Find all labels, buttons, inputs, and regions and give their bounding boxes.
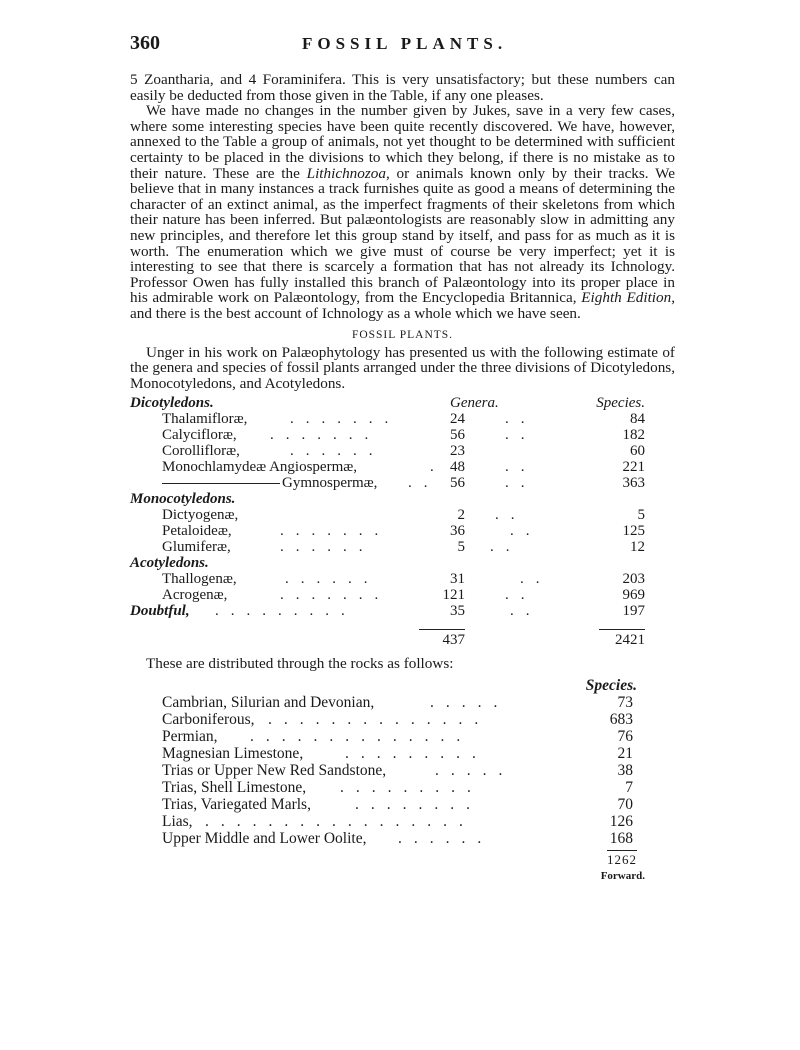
distribution-total-row (130, 850, 675, 870)
distribution-intro: These are distributed through the rocks as follows: (146, 655, 454, 673)
genera-value: 23 (450, 443, 465, 460)
leader-dots: ....... (270, 427, 381, 444)
row-label: Thallogenæ, (162, 571, 237, 588)
table-row (130, 507, 675, 523)
row-label: Carboniferous, (162, 711, 255, 729)
species-value: 683 (609, 711, 633, 729)
table-total-row (130, 629, 675, 649)
table-row (130, 443, 675, 459)
acotyledons-heading: Acotyledons. (130, 555, 209, 572)
row-label: Calycifloræ, (162, 427, 237, 444)
species-column-heading: Species. (585, 677, 637, 695)
table-row (130, 603, 675, 619)
distribution-total: 1262 (607, 852, 637, 868)
genera-value: 121 (442, 587, 465, 604)
leader-dots: ....... (280, 523, 391, 540)
leader-dots: .. (495, 507, 527, 524)
leader-dots: ...... (290, 443, 385, 460)
monocotyledons-heading: Monocotyledons. (130, 491, 236, 508)
table-row (130, 694, 675, 711)
row-label: Permian, (162, 728, 218, 746)
leader-dots: ................. (205, 813, 475, 831)
paragraph-2-part-b: , or animals known only by their tracks. We believe that in many instances a track furnishes quite as good a means of determining the character of an extinct animal, as the imperfect fragments of their skeletons from which their nature has been inferred. But palæontologists are reasonably slow in admitting any new principles, and therefore let this group stand by itself, and pass for as much as it is worth. The enumeration which we give must of course be very imperfect; yet it is interesting to see that there is scarcely a formation that has not already its Ichnology. Professor Owen has fully installed this branch of Palæontology into its proper place in his admirable work on Palæontology, from the Encyclopedia Britannica, (130, 164, 675, 307)
row-label (162, 475, 377, 491)
table-row (130, 779, 675, 796)
dicotyledons-heading: Dicotyledons. (130, 395, 214, 412)
genera-column-heading: Genera. (450, 395, 499, 412)
running-title: FOSSIL PLANTS. (302, 34, 508, 53)
table-row (130, 571, 675, 587)
leader-dots: .. (520, 571, 552, 588)
species-column-heading: Species. (596, 395, 645, 412)
leader-dots: .. (505, 459, 537, 476)
page-number: 360 (130, 32, 160, 54)
genera-value: 2 (457, 507, 465, 524)
table-row (130, 427, 675, 443)
leader-dots: .. (408, 475, 440, 492)
genera-value: 56 (450, 427, 465, 444)
species-value: 70 (617, 796, 633, 814)
term-lithichnozoa: Lithichnozoa (306, 164, 386, 182)
leader-dots: .. (505, 587, 537, 604)
table-row (130, 475, 675, 491)
row-label: Monochlamydeæ Angiospermæ, (162, 459, 357, 476)
species-value: 76 (617, 728, 633, 746)
row-label: Magnesian Limestone, (162, 745, 304, 763)
page (130, 30, 675, 886)
row-label: Glumiferæ, (162, 539, 231, 556)
row-label: Upper Middle and Lower Oolite, (162, 830, 367, 848)
species-value: 21 (617, 745, 633, 763)
genera-value: 56 (450, 475, 465, 492)
species-value: 125 (622, 523, 645, 540)
species-value: 203 (622, 571, 645, 588)
leader-dots: ..... (435, 762, 515, 780)
table-row (130, 539, 675, 555)
leader-dots: ....... (280, 587, 391, 604)
genera-species-table (130, 395, 675, 649)
species-value: 969 (622, 587, 645, 604)
species-value: 197 (622, 603, 645, 620)
genera-value: 35 (450, 603, 465, 620)
genera-value: 5 (457, 539, 465, 556)
species-value: 84 (630, 411, 645, 428)
species-value: 73 (617, 694, 633, 712)
species-value: 60 (630, 443, 645, 460)
table-row (130, 711, 675, 728)
table-row (130, 728, 675, 745)
row-label: Trias or Upper New Red Sandstone, (162, 762, 387, 780)
row-label: Trias, Shell Limestone, (162, 779, 307, 797)
genera-value: 24 (450, 411, 465, 428)
page-header (130, 30, 675, 60)
leader-dots: .​.​.​.​.​.​. (290, 411, 401, 428)
table-group-row (130, 491, 675, 507)
species-value: 126 (609, 813, 633, 831)
row-label: Thalamifloræ, (162, 411, 248, 428)
ditto-rule (162, 483, 280, 484)
species-value: 38 (617, 762, 633, 780)
leader-dots: .............. (268, 711, 491, 729)
leader-dots: ...... (285, 571, 380, 588)
table-row (130, 459, 675, 475)
leader-dots: .. (505, 427, 537, 444)
genera-value: 31 (450, 571, 465, 588)
species-value: 5 (637, 507, 645, 524)
row-label: Corollifloræ, (162, 443, 240, 460)
section-title: FOSSIL PLANTS. (351, 328, 454, 341)
leader-dots: .. (510, 603, 542, 620)
table-row (130, 523, 675, 539)
leader-dots: ...... (398, 830, 494, 848)
leader-dots: .. (510, 523, 542, 540)
species-value: 182 (622, 427, 645, 444)
paragraph-1: 5 Zoantharia, and 4 Foraminifera. This is very unsatisfactory; but these numbers can easily be deducted from those given in the Table, if any one pleases. (130, 71, 675, 104)
forward-row (130, 870, 675, 886)
row-label: Dictyogenæ, (162, 507, 239, 524)
leader-dots: .. (505, 475, 537, 492)
table-group-row (130, 555, 675, 571)
leader-dots: ......... (345, 745, 488, 763)
leader-dots: ...... (280, 539, 375, 556)
table-row (130, 813, 675, 830)
leader-dots: .............. (250, 728, 473, 746)
table-row (130, 745, 675, 762)
genera-value: 48 (450, 459, 465, 476)
table-row (130, 830, 675, 847)
genera-value: 36 (450, 523, 465, 540)
leader-dots: .. (490, 539, 522, 556)
leader-dots: ........ (355, 796, 482, 814)
table-row (130, 587, 675, 603)
table-row (130, 762, 675, 779)
paragraph-2-part-c: , and there is the best account of Ichnology as a whole which we have seen. (130, 289, 675, 322)
table-header-row (130, 395, 675, 411)
leader-dots: .. (505, 411, 537, 428)
distribution-table (130, 677, 675, 886)
row-label: Acrogenæ, (162, 587, 228, 604)
species-value: 363 (622, 475, 645, 492)
section-intro: Unger in his work on Palæophytology has presented us with the following estimate of the genera and species of fossil plants arranged under the three divisions of Dicotyledons, Monocotyledons, and Acotyledons. (130, 343, 675, 392)
paragraph-2 (130, 103, 675, 321)
row-label-text: Gymnospermæ, (282, 475, 378, 492)
total-species: 2421 (599, 629, 645, 648)
species-value: 12 (630, 539, 645, 556)
species-value: 168 (609, 830, 633, 848)
row-label: Trias, Variegated Marls, (162, 796, 311, 814)
table-row (130, 411, 675, 427)
species-value: 7 (625, 779, 633, 797)
forward-label: Forward. (600, 870, 645, 883)
body-text (130, 72, 675, 322)
row-label: Lias, (162, 813, 193, 831)
leader-dots: ......... (340, 779, 483, 797)
doubtful-label: Doubtful, (130, 603, 190, 620)
row-label: Petaloideæ, (162, 523, 232, 540)
leader-dots: . (430, 459, 446, 476)
table-row (130, 796, 675, 813)
term-eighth-edition: Eighth Edition (581, 289, 672, 307)
distribution-header (130, 677, 675, 694)
species-value: 221 (622, 459, 645, 476)
leader-dots: ..... (430, 694, 510, 712)
row-label: Cambrian, Silurian and Devonian, (162, 694, 375, 712)
total-genera: 437 (419, 629, 465, 648)
leader-dots: ......... (215, 603, 357, 620)
paragraph-2-part-a: We have made no changes in the number given by Jukes, save in a very few cases, where some interesting species have been quite recently discovered. We have, however, annexed to the Table a group of animals, not yet thought to be determined with sufficient certainty to be placed in the divisions to which they belong, if there is no mistake as to their nature. These are the (130, 102, 675, 182)
